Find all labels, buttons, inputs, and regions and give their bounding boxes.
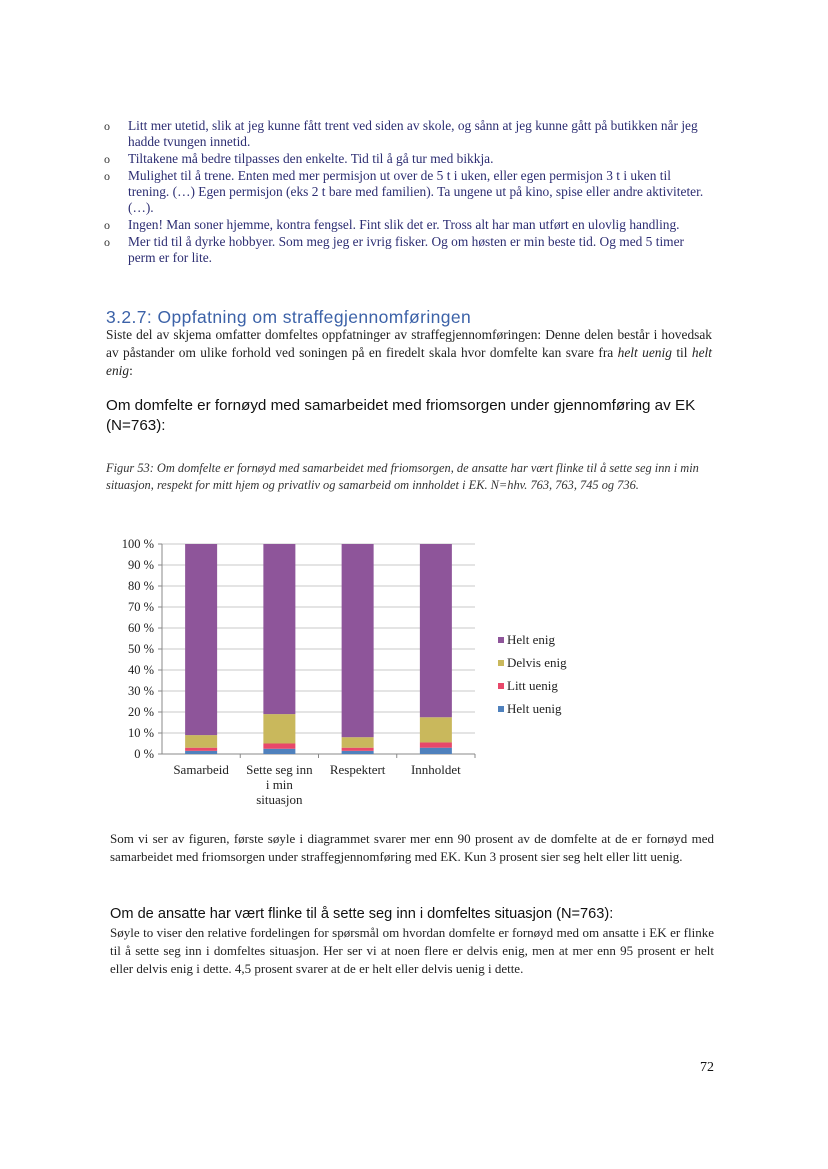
quote-list-item [104,151,712,167]
intro-paragraph [106,326,712,380]
figure-caption: Figur 53: Om domfelte er fornøyd med samarbeidet med friomsorgen, de ansatte har vært flinke til å sette seg inn i min situasjon, respekt for mitt hjem og privatliv og samarbeid om innholdet i EK. N=hhv. 763, 763, 745 og 736. [106,461,699,492]
bar-segment [342,544,374,737]
bullet-marker: o [104,218,110,232]
quote-text: Ingen! Man soner hjemme, kontra fengsel. Fint slik det er. Tross alt har man utført en ulovlig handling. [128,217,680,232]
bar-segment [342,737,374,748]
bar-segment [185,544,217,735]
bar-segment [263,744,295,749]
legend-label: Delvis enig [507,655,567,670]
subheading-sette-seg-inn: Om de ansatte har vært flinke til å sette seg inn i domfeltes situasjon (N=763): [110,906,614,922]
quote-text: Mulighet til å trene. Enten med mer permisjon ut over de 5 t i uken, eller egen permisjon 3 t i uken til trening. (…) Egen permisjon (eks 2 t bare med familien). Ta ungene ut på kino, spise eller andre aktiviteter. (…). [128,168,704,215]
legend-label: Helt enig [507,632,556,647]
legend-swatch [498,637,504,643]
bar-segment [263,714,295,743]
page-number: 72 [700,1060,714,1075]
bar-segment [263,544,295,714]
bar-segment [420,748,452,754]
section-heading: 3.2.7: Oppfatning om straffegjennomføringen [106,307,472,327]
legend-swatch [498,706,504,712]
quote-list-item [104,217,712,233]
bar-segment [185,751,217,754]
y-tick-label: 100 % [121,537,154,551]
y-tick-label: 20 % [127,705,154,719]
quote-text: Tiltakene må bedre tilpasses den enkelte. Tid til å gå tur med bikkja. [128,151,494,166]
intro-text: Siste del av skjema omfatter domfeltes oppfatninger av straffegjennomføringen: Denne delen består i hovedsak av påstander om ulike forhold ved soningen på en firedelt skala hvor domfelte kan svare fra [106,327,712,360]
bullet-marker: o [104,119,110,133]
y-tick-label: 70 % [127,600,154,614]
bar-segment [342,751,374,754]
intro-em-helt-uenig: helt uenig [617,345,672,360]
x-tick-label: Samarbeid [173,762,229,777]
quote-list-item [104,118,712,150]
quote-text: Mer tid til å dyrke hobbyer. Som meg jeg er ivrig fisker. Og om høsten er min beste tid. Og med 5 timer perm er for lite. [128,234,684,265]
bar-segment [185,735,217,748]
paragraph-column-two: Søyle to viser den relative fordelingen for spørsmål om hvordan domfelte er fornøyd med om ansatte i EK er flinke til å sette seg inn i domfeltes situasjon. Her ser vi at noen flere er delvis enig, men at mer enn 95 prosent er helt eller delvis enig i dette. 4,5 prosent svarer at de er helt eller delvis uenig i dette. [110,925,714,976]
stacked-bar-chart [120,532,600,817]
paragraph-figure-comment: Som vi ser av figuren, første søyle i diagrammet svarer mer enn 90 prosent av de domfelte at de er fornøyd med samarbeidet med friomsorgen under straffegjennomføring med EK. Kun 3 prosent sier seg helt eller litt uenig. [110,831,714,864]
y-tick-label: 10 % [127,726,154,740]
y-tick-label: 30 % [127,684,154,698]
legend-swatch [498,660,504,666]
y-tick-label: 0 % [134,747,154,761]
bar-segment [342,748,374,751]
x-tick-label: situasjon [256,792,303,807]
legend-label: Litt uenig [507,678,558,693]
bar-segment [420,717,452,742]
bullet-marker: o [104,235,110,249]
bar-segment [185,748,217,751]
legend-label: Helt uenig [507,701,562,716]
x-tick-label: Respektert [329,762,386,777]
subheading-samarbeid: Om domfelte er fornøyd med samarbeidet med friomsorgen under gjennomføring av EK (N=763): [106,397,696,434]
bar-segment [420,544,452,717]
y-tick-label: 80 % [127,579,154,593]
y-tick-label: 60 % [127,621,154,635]
intro-mid: til [671,345,692,360]
bullet-marker: o [104,169,110,183]
y-tick-label: 40 % [127,663,154,677]
intro-em-helt-enig: helt enig [106,345,712,378]
y-tick-label: 50 % [127,642,154,656]
y-tick-label: 90 % [127,558,154,572]
intro-end: : [129,363,133,378]
x-tick-label: Innholdet [410,762,461,777]
quote-text: Litt mer utetid, slik at jeg kunne fått trent ved siden av skole, og sånn at jeg kunne gått på butikken når jeg hadde tvungen innetid. [128,118,698,149]
bar-segment [420,742,452,747]
quote-list-item [104,168,712,216]
quote-list [104,118,712,267]
quote-list-item [104,234,712,266]
bullet-marker: o [104,152,110,166]
legend-swatch [498,683,504,689]
x-tick-label: Sette seg inn [246,762,313,777]
bar-segment [263,749,295,754]
x-tick-label: i min [265,777,293,792]
